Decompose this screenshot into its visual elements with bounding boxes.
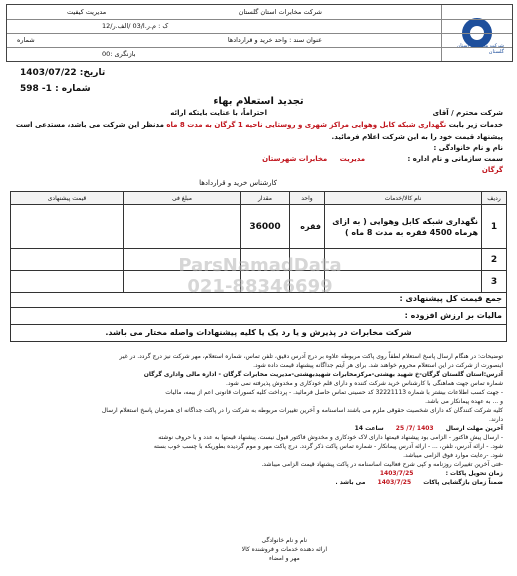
deadline-line: [8, 424, 503, 433]
opening-line: [8, 478, 503, 487]
signature-stamp: مهر و امضاء: [268, 555, 300, 562]
deadline-value: 1403 /7/ 25: [395, 425, 434, 432]
watermark-brand: ParsNamadData: [178, 255, 342, 276]
signature-provider: ارائه دهنده خدمات و فروشنده کالا: [241, 546, 327, 553]
signature-name: نام و نام خانوادگی: [261, 537, 308, 544]
row-unit: فقره: [290, 205, 325, 249]
row-number: 1: [482, 205, 507, 249]
note-line: شود. -رعایت موارد فوق الزامی میباشد.: [403, 452, 503, 459]
row-qty: 36000: [241, 205, 290, 249]
service-suffix: مدنظر این شرکت می باشد، مستدعی است: [15, 121, 164, 129]
opening-value: 1403/7/25: [377, 479, 412, 486]
service-prefix: خدمات زیر بابت: [448, 121, 503, 129]
header-revision: بازنگری :00: [102, 50, 136, 58]
watermark-phone: 021-88346699: [187, 276, 333, 297]
recipient-line: [433, 108, 503, 118]
note-line: - جهت کسب اطلاعات بیشتر با شماره 32221113 کد حسینی تماس حاصل فرمائید. - پرداخت کلیه کسورات قانونی اعم از بیمه، مالیات: [165, 389, 503, 396]
document-header: [6, 4, 513, 62]
row-price[interactable]: [124, 205, 241, 249]
page-title: تجدید استعلام بهاء: [213, 96, 304, 107]
col-unit-price: مبلغ فی: [124, 192, 241, 205]
note-line: دارند.: [489, 416, 503, 423]
notes-block: [8, 352, 503, 487]
row-number: 3: [482, 271, 507, 293]
vat-row: مالیات بر ارزش افزوده :: [10, 308, 507, 325]
row-number: 2: [482, 249, 507, 271]
delivery-label: زمان تحویل پاکات :: [445, 470, 503, 477]
signature-block: [242, 536, 327, 563]
col-row: ردیف: [482, 192, 507, 205]
org-value-telecom: مخابرات شهرستان: [262, 155, 328, 163]
opening-label: ضمناً زمان بازگشایی پاکات: [423, 479, 503, 486]
row-item: نگهداری شبکه کابل وهوایی ( به ازای هرماه 4500 فقره به مدت 8 ماه ): [325, 205, 482, 249]
service-subject: نگهداری شبکه کابل وهوایی مراکز شهری و روستایی ناحیه 1 گرگان به مدت 8 ماه: [166, 121, 447, 129]
col-total: قیمت پیشنهادی: [11, 192, 124, 205]
row-total[interactable]: [11, 249, 124, 271]
delivery-value: 1403/7/25: [379, 470, 414, 477]
header-number-label: شماره: [17, 36, 35, 44]
org-value-management: مدیریت: [339, 155, 366, 163]
header-doc-title: عنوان سند : واحد خرید و قراردادها: [227, 36, 322, 44]
row-total[interactable]: [11, 205, 124, 249]
col-item: نام کالا/خدمات: [325, 192, 482, 205]
logo-text: شرکت مخابرات استان گلستان: [456, 43, 504, 55]
acceptance-note: شرکت مخابرات در پذیرش و یا رد یک یا کلیه پیشنهادات واصله مختار می باشد.: [10, 325, 507, 342]
delivery-line: [8, 469, 503, 478]
deadline-time: ساعت 14: [354, 425, 384, 432]
opening-suffix: می باشد .: [335, 479, 366, 486]
sum-total-row: جمع قیمت کل پیشنهادی :: [10, 291, 507, 308]
note-line: کلیه شرکت کنندگان که دارای شخصیت حقوقی ملزم می باشند اساسنامه و آخرین تغییرات مربوطه به شرکت را در پاکت جداگانه ای همزمان پاسخ استعلام ارسال: [101, 407, 503, 414]
service-line-1: [16, 120, 503, 130]
name-label: نام و نام خانوادگی :: [433, 144, 503, 152]
note-line: اینصورت از شرکت در این استعلام محروم خواهند شد. برای هر آیتم جداگانه پیشنهاد قیمت داده شود.: [253, 362, 503, 369]
org-label: سمت سازمانی و نام اداره :: [407, 155, 503, 163]
watermark: [150, 255, 370, 365]
note-line: توضیحات: در هنگام ارسال پاسخ استعلام لطفاً روی پاکت مربوطه علاوه بر درج آدرس دقیق، تلفن تماس، شماره استعلام، مهر شرکت نیز درج گردد. در غیر: [119, 353, 503, 360]
note-line: - ارسال پیش فاکتور - الزامی بود پیشنهاد قیمتها دارای لاک خودکاری و مخدوش فاکتور قبول نیست. پیشنهاد قیمتها به عدد و با حروف نوشته: [158, 434, 503, 441]
header-form-code: ک : م.ر.ا/03 /الف.ر/12: [102, 22, 169, 30]
table-row: [11, 205, 507, 249]
letter-number: شماره : 1- 598: [20, 84, 91, 94]
note-line: و ... به عهده پیمانکار می باشد.: [425, 398, 503, 405]
col-qty: مقدار: [241, 192, 290, 205]
table-header-row: [11, 192, 507, 205]
expert-label: کارشناس خرید و قراردادها: [199, 179, 277, 187]
row-total[interactable]: [11, 271, 124, 293]
note-line: -فتی آخرین تغییرات روزنامه و کپی شرح فعالیت اساسنامه در پاکت پیشنهاد قیمت الزامی میباشد.: [261, 461, 503, 468]
note-line: شماره تماس جهت هماهنگی با کارشناس خرید شرکت کننده و دارای قلم خودکاری و مخدوش پذیرفته نمی شود.: [226, 380, 503, 387]
recipient-label: شرکت محترم / آقای: [432, 109, 503, 117]
note-line: شود. - ارائه آدرس، تلفن، ... - ارائه آدرس پیمانکار - شماره تماس پاکت ذکر گردد. درج پاکت مهر و موم گردیده بطوریکه با چسب خوب بسته: [153, 443, 503, 450]
header-company: شرکت مخابرات استان گلستان: [238, 8, 322, 16]
city: گرگان: [481, 166, 503, 174]
header-quality-dept: مدیریت کیفیت: [67, 8, 107, 16]
greeting: احتراماً، با عنایت بایتکه ارائه: [170, 109, 267, 117]
service-line-2: پیشنهاد قیمت خود را به این شرکت اعلام فرمائید.: [331, 133, 503, 141]
col-unit: واحد: [290, 192, 325, 205]
deadline-label: آخرین مهلت ارسال: [445, 425, 503, 432]
letter-date: تاریخ: 1403/07/22: [20, 68, 106, 78]
note-address: آدرس:استان گلستان گرگان-خ شهید بهشتی-مرکزمخابرات شهیدبهشتی-مدیریت مخابرات گرگان - اداره مالی واداری گرگان: [143, 371, 503, 378]
org-line: [262, 154, 503, 164]
